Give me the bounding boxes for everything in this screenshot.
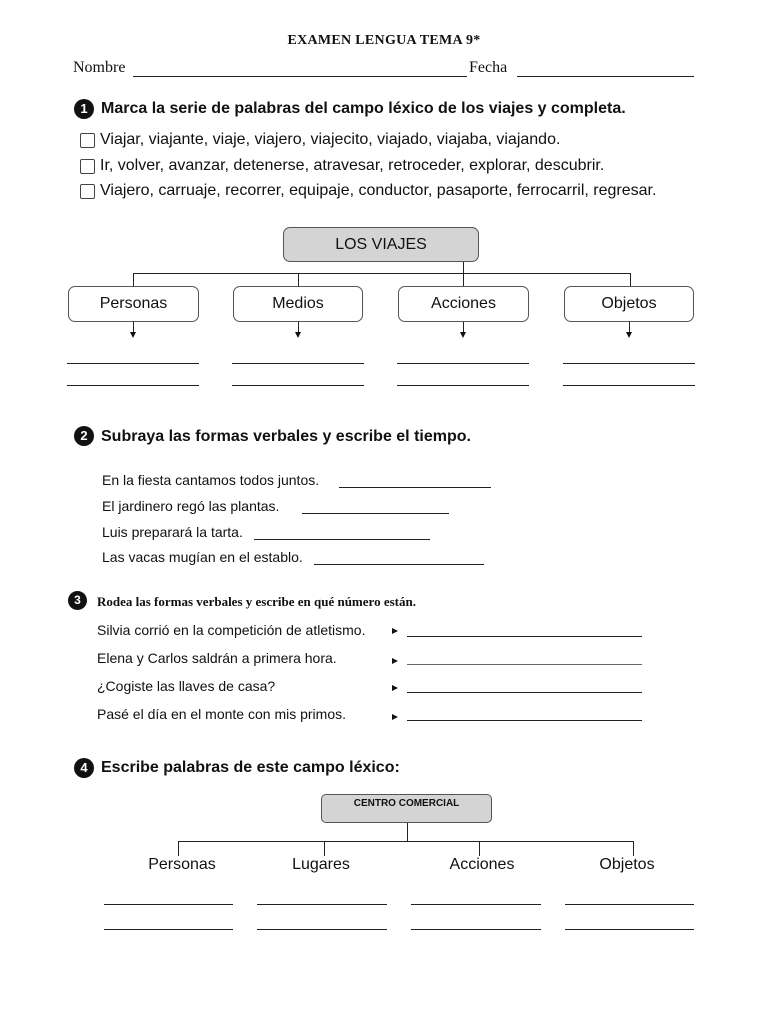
date-field-line[interactable] — [517, 76, 694, 77]
date-label: Fecha — [469, 59, 508, 76]
q4-answer-line[interactable] — [565, 904, 694, 905]
q3-answer-line[interactable] — [407, 692, 642, 693]
q1-answer-line[interactable] — [397, 363, 529, 364]
q4-answer-line[interactable] — [104, 929, 233, 930]
checkbox[interactable] — [80, 159, 95, 174]
q4-answer-line[interactable] — [411, 929, 541, 930]
arrow-down-icon — [460, 332, 466, 338]
q1-option-3-text: Viajero, carruaje, recorrer, equipaje, conductor, pasaporte, ferrocarril, regresar. — [100, 182, 657, 199]
q1-answer-line[interactable] — [67, 385, 199, 386]
q1-option-3[interactable] — [80, 182, 656, 200]
q1-category-objetos: Objetos — [564, 286, 694, 322]
q2-answer-line[interactable] — [339, 487, 491, 488]
q4-category-lugares: Lugares — [292, 856, 350, 873]
q2-sentence-4: Las vacas mugían en el establo. — [102, 549, 303, 565]
q1-answer-line[interactable] — [232, 363, 364, 364]
checkbox[interactable] — [80, 133, 95, 148]
q4-number: 4 — [74, 758, 94, 778]
q1-category-personas: Personas — [68, 286, 199, 322]
q4-branch-line — [178, 841, 633, 842]
q1-option-2[interactable] — [80, 157, 604, 175]
q1-arrow-stem — [298, 322, 299, 332]
q2-sentence-3: Luis preparará la tarta. — [102, 524, 243, 540]
q1-arrow-stem — [629, 322, 630, 332]
q4-connector — [324, 841, 325, 856]
arrow-right-icon — [392, 714, 398, 720]
name-field-line[interactable] — [133, 76, 467, 77]
q4-answer-line[interactable] — [411, 904, 541, 905]
q3-sentence-2: Elena y Carlos saldrán a primera hora. — [97, 650, 337, 666]
q1-option-1-text: Viajar, viajante, viaje, viajero, viajecito, viajado, viajaba, viajando. — [100, 131, 561, 148]
q3-number: 3 — [68, 591, 87, 610]
q3-answer-line[interactable] — [407, 636, 642, 637]
q1-connector — [463, 273, 464, 286]
q4-root-box: CENTRO COMERCIAL — [321, 794, 492, 823]
q4-connector — [407, 823, 408, 841]
q1-answer-line[interactable] — [563, 363, 695, 364]
q1-category-medios: Medios — [233, 286, 363, 322]
q4-category-objetos: Objetos — [599, 856, 655, 873]
arrow-right-icon — [392, 685, 398, 691]
arrow-right-icon — [392, 628, 398, 634]
checkbox[interactable] — [80, 184, 95, 199]
q1-option-1[interactable] — [80, 131, 560, 149]
q2-number: 2 — [74, 426, 94, 446]
q4-connector — [633, 841, 634, 856]
arrow-down-icon — [130, 332, 136, 338]
q1-answer-line[interactable] — [67, 363, 199, 364]
q1-category-acciones: Acciones — [398, 286, 529, 322]
q2-answer-line[interactable] — [302, 513, 449, 514]
arrow-down-icon — [295, 332, 301, 338]
q4-answer-line[interactable] — [257, 929, 387, 930]
q3-sentence-1: Silvia corrió en la competición de atletismo. — [97, 622, 366, 638]
q4-answer-line[interactable] — [565, 929, 694, 930]
q2-sentence-1: En la fiesta cantamos todos juntos. — [102, 472, 320, 488]
q4-connector — [178, 841, 179, 856]
q1-connector — [298, 273, 299, 286]
arrow-right-icon — [392, 658, 398, 664]
q2-answer-line[interactable] — [254, 539, 430, 540]
q4-answer-line[interactable] — [257, 904, 387, 905]
name-label: Nombre — [73, 59, 126, 76]
q2-sentence-2: El jardinero regó las plantas. — [102, 498, 280, 514]
q1-arrow-stem — [133, 322, 134, 332]
q1-arrow-stem — [463, 322, 464, 332]
q4-category-acciones: Acciones — [449, 856, 515, 873]
q4-connector — [479, 841, 480, 856]
q4-category-personas: Personas — [148, 856, 216, 873]
q1-connector — [133, 273, 134, 286]
q4-title: Escribe palabras de este campo léxico: — [101, 759, 400, 776]
q1-title: Marca la serie de palabras del campo léxico de los viajes y completa. — [101, 100, 626, 117]
q1-connector — [630, 273, 631, 286]
q1-answer-line[interactable] — [232, 385, 364, 386]
q3-title: Rodea las formas verbales y escribe en qué número están. — [97, 594, 416, 609]
q1-answer-line[interactable] — [397, 385, 529, 386]
q1-branch-line — [133, 273, 630, 274]
exam-title: EXAMEN LENGUA TEMA 9* — [287, 33, 481, 48]
q2-answer-line[interactable] — [314, 564, 484, 565]
arrow-down-icon — [626, 332, 632, 338]
q1-option-2-text: Ir, volver, avanzar, detenerse, atravesar, retroceder, explorar, descubrir. — [100, 157, 605, 174]
q1-answer-line[interactable] — [563, 385, 695, 386]
q1-root-box: LOS VIAJES — [283, 227, 479, 262]
q4-answer-line[interactable] — [104, 904, 233, 905]
q1-connector — [463, 262, 464, 273]
q3-sentence-4: Pasé el día en el monte con mis primos. — [97, 706, 347, 722]
q3-answer-line[interactable] — [407, 664, 642, 665]
q1-number: 1 — [74, 99, 94, 119]
q2-title: Subraya las formas verbales y escribe el tiempo. — [101, 428, 471, 445]
q3-sentence-3: ¿Cogiste las llaves de casa? — [97, 678, 276, 694]
q3-answer-line[interactable] — [407, 720, 642, 721]
